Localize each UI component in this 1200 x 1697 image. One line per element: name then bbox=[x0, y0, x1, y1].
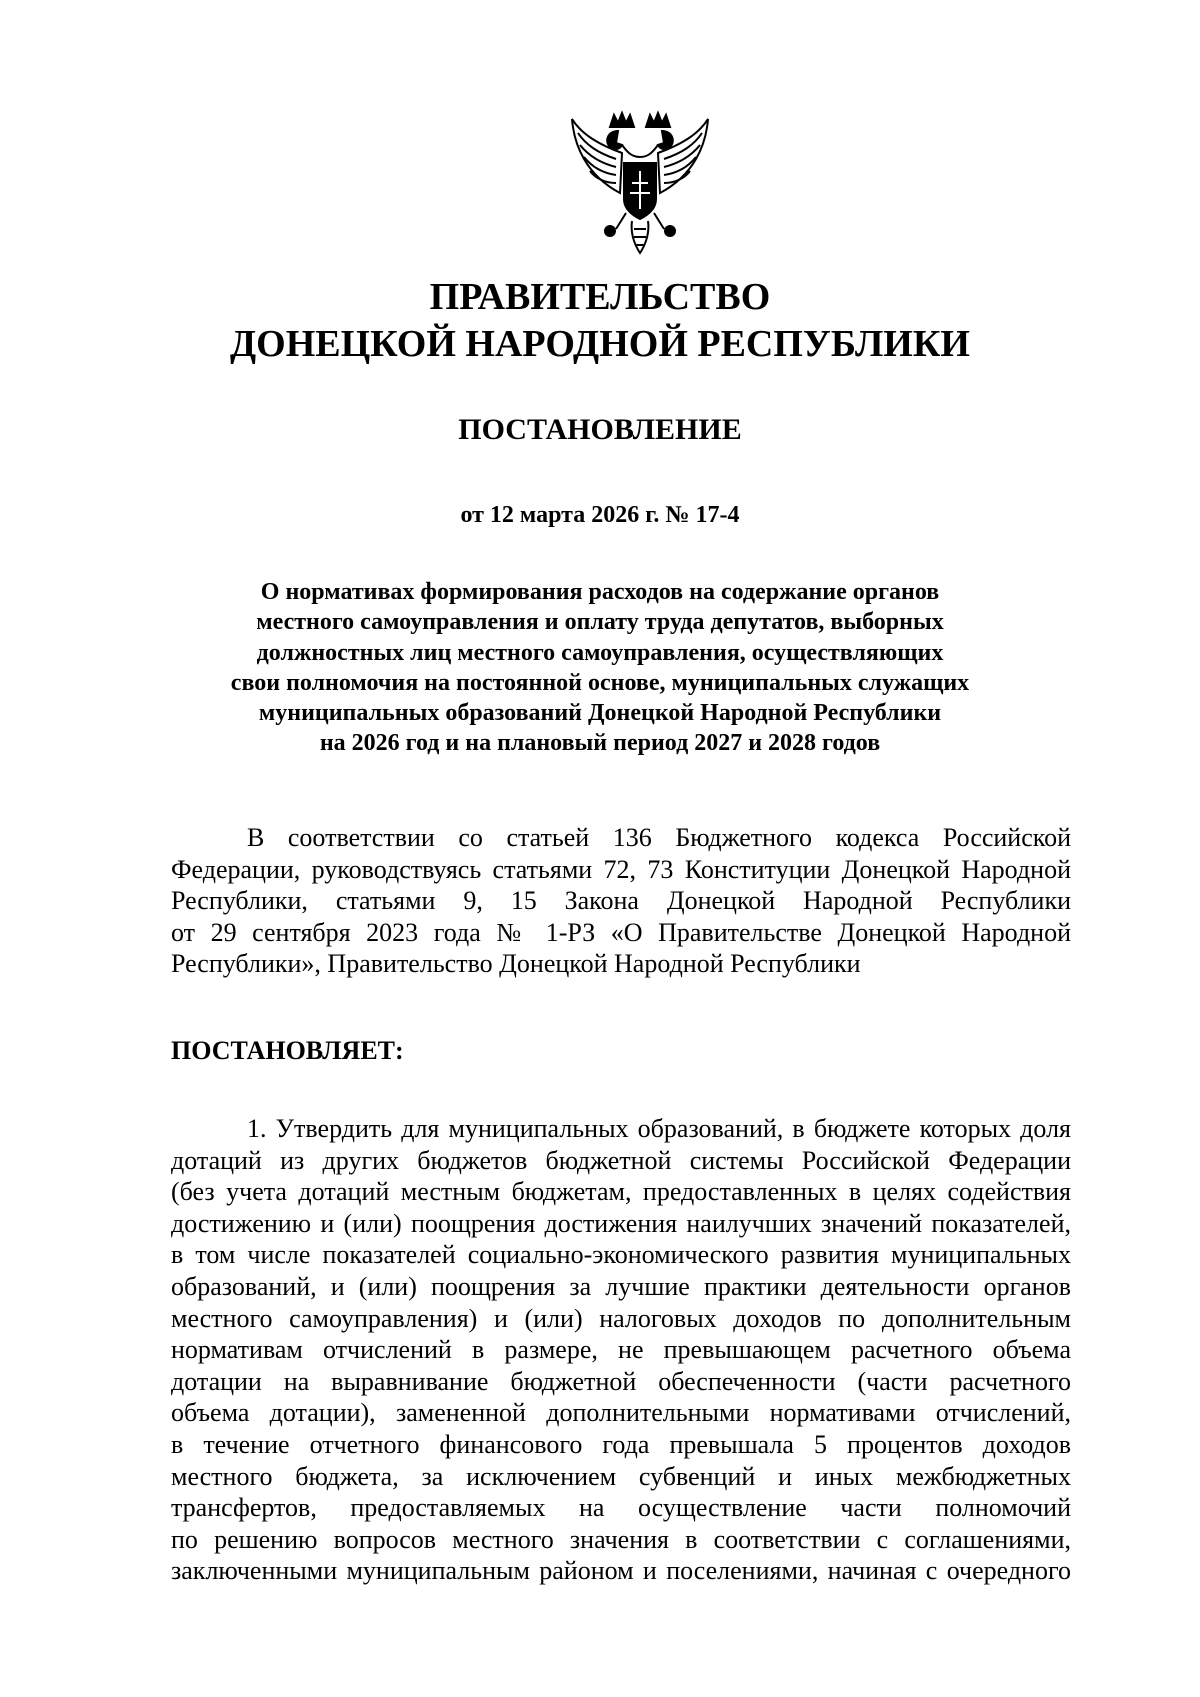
preamble-line: В соответствии со статьей 136 Бюджетного кодекса Российской bbox=[247, 823, 1071, 852]
subject-line: О нормативах формирования расходов на содержание органов bbox=[260, 579, 940, 605]
item-1-line: местного бюджета, за исключением субвенций и иных межбюджетных bbox=[171, 1461, 1071, 1491]
item-1-line: по решению вопросов местного значения в соответствии с соглашениями, bbox=[171, 1524, 1071, 1554]
item-1-line: достижению и (или) поощрения достижения наилучших значений показателей, bbox=[171, 1208, 1071, 1238]
item-1-line: дотации на выравнивание бюджетной обеспеченности (части расчетного bbox=[171, 1366, 1071, 1396]
item-1-line: в том числе показателей социально-экономического развития муниципальных bbox=[171, 1240, 1071, 1270]
dpr-coat-of-arms-icon bbox=[560, 105, 720, 265]
item-1-line: образований, и (или) поощрения за лучшие практики деятельности органов bbox=[171, 1271, 1071, 1301]
government-title-line: ПРАВИТЕЛЬСТВО bbox=[429, 276, 771, 318]
government-title-line: ДОНЕЦКОЙ НАРОДНОЙ РЕСПУБЛИКИ bbox=[230, 323, 970, 365]
preamble-line: Республики, статьями 9, 15 Закона Донецкой Народной Республики bbox=[171, 886, 1071, 916]
item-1-line: местного самоуправления) и (или) налоговых доходов по дополнительным bbox=[171, 1303, 1071, 1333]
preamble-line: Республики», Правительство Донецкой Народной Республики bbox=[171, 949, 861, 979]
document-type-heading: ПОСТАНОВЛЕНИЕ bbox=[458, 413, 742, 446]
item-1-line: в течение отчетного финансового года превышала 5 процентов доходов bbox=[171, 1429, 1071, 1459]
subject-line: свои полномочия на постоянной основе, муниципальных служащих bbox=[230, 669, 970, 696]
document-date-number: от 12 марта 2026 г. № 17-4 bbox=[460, 502, 740, 528]
subject-line: на 2026 год и на плановый период 2027 и 2028 годов bbox=[319, 730, 881, 757]
government-title bbox=[0, 274, 1200, 368]
document-subject bbox=[0, 577, 1200, 759]
item-1-line: 1. Утвердить для муниципальных образований, в бюджете которых доля bbox=[247, 1114, 1071, 1143]
preamble-line: от 29 сентября 2023 года № 1-РЗ «О Правительстве Донецкой Народной bbox=[171, 917, 1071, 947]
item-1-line: нормативам отчислений в размере, не превышающем расчетного объема bbox=[171, 1335, 1071, 1365]
preamble-paragraph bbox=[171, 822, 1071, 980]
resolves-heading: ПОСТАНОВЛЯЕТ: bbox=[171, 1036, 404, 1065]
item-1-line: заключенными муниципальным районом и поселениями, начиная с очередного bbox=[171, 1556, 1071, 1586]
item-1-line: трансфертов, предоставляемых на осуществление части полномочий bbox=[171, 1493, 1071, 1523]
item-1-paragraph bbox=[171, 1113, 1071, 1587]
item-1-line: объема дотации), замененной дополнительными нормативами отчислений, bbox=[171, 1398, 1071, 1428]
item-1-line: дотаций из других бюджетов бюджетной системы Российской Федерации bbox=[171, 1145, 1071, 1175]
item-1-line: (без учета дотаций местным бюджетам, предоставленных в целях содействия bbox=[171, 1177, 1071, 1207]
preamble-line: Федерации, руководствуясь статьями 72, 73 Конституции Донецкой Народной bbox=[171, 854, 1071, 884]
subject-line: муниципальных образований Донецкой Народной Республики bbox=[258, 700, 942, 727]
subject-line: местного самоуправления и оплату труда депутатов, выборных bbox=[256, 609, 944, 636]
subject-line: должностных лиц местного самоуправления, осуществляющих bbox=[256, 639, 944, 666]
